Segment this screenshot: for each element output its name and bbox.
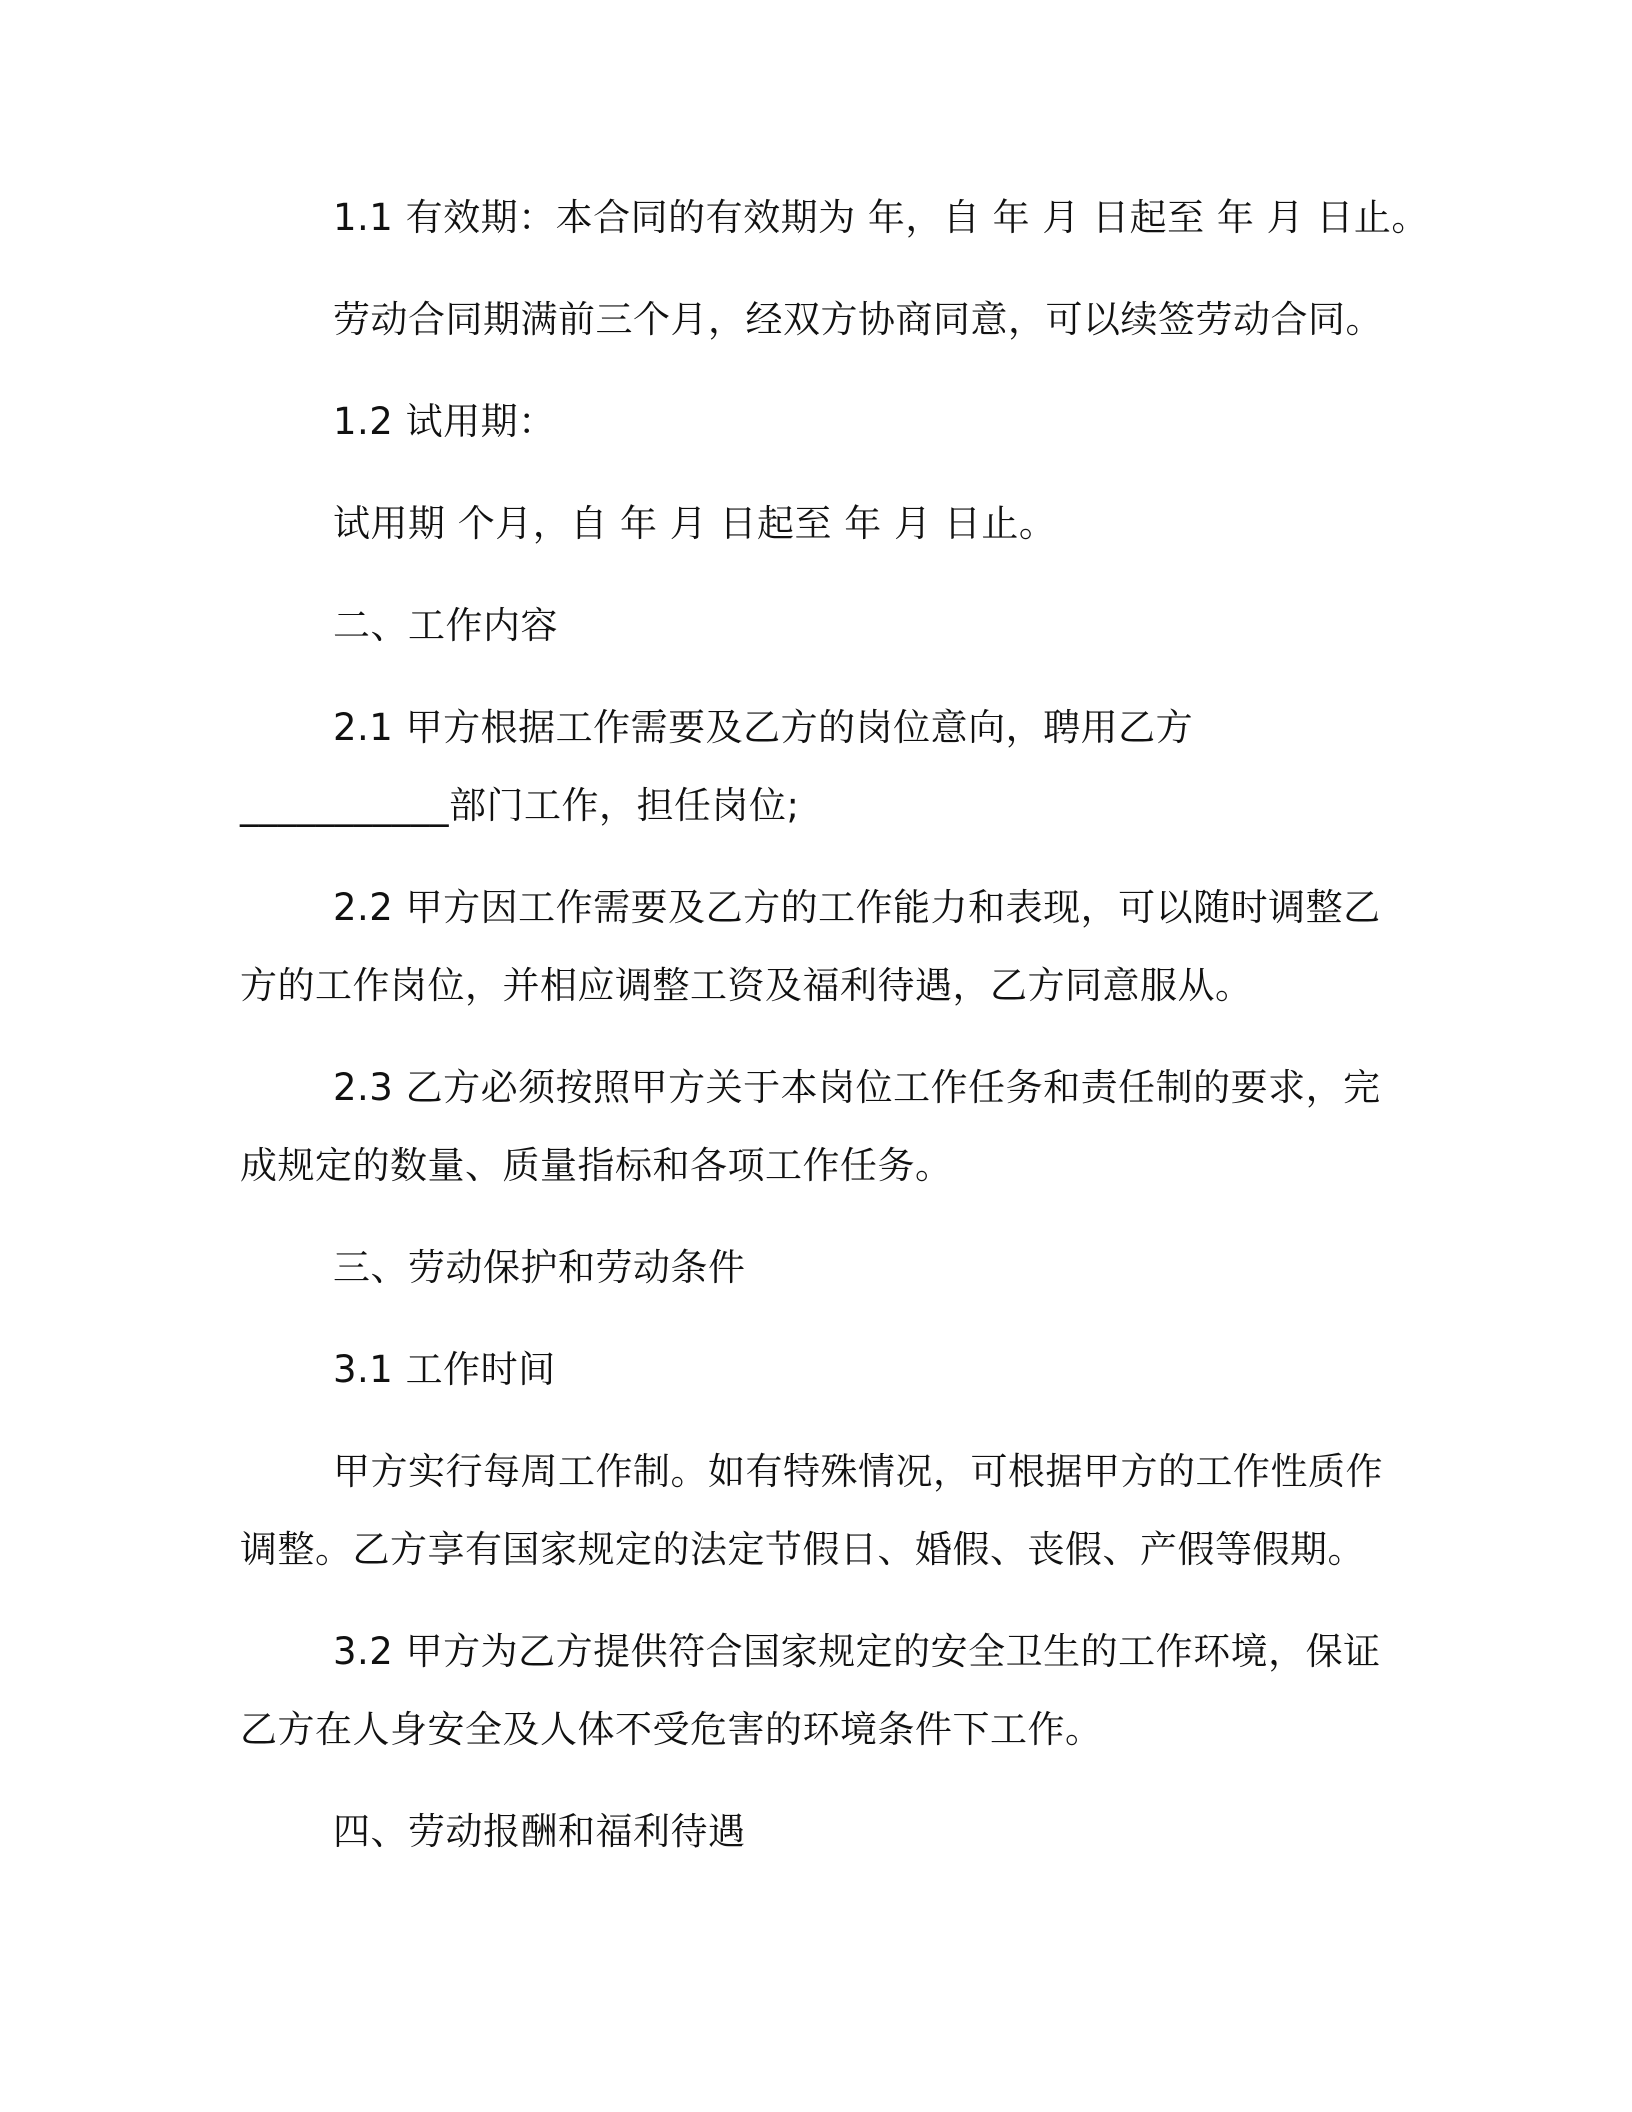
section-3-heading: 三、劳动保护和劳动条件	[333, 1246, 746, 1289]
clause-3-2-line-1: 3.2 甲方为乙方提供符合国家规定的安全卫生的工作环境，保证	[333, 1630, 1381, 1673]
clause-2-1-line-1: 2.1 甲方根据工作需要及乙方的岗位意向，聘用乙方	[333, 706, 1194, 749]
clause-1-2-probation: 试用期 个月，自 年 月 日起至 年 月 日止。	[333, 502, 1057, 545]
clause-3-1-line-2: 调整。乙方享有国家规定的法定节假日、婚假、丧假、产假等假期。	[240, 1528, 1365, 1571]
clause-2-1-line-2: ___________部门工作，担任岗位;	[240, 784, 800, 827]
clause-3-2-line-2: 乙方在人身安全及人体不受危害的环境条件下工作。	[240, 1708, 1103, 1751]
clause-1-1-renewal: 劳动合同期满前三个月，经双方协商同意，可以续签劳动合同。	[333, 298, 1383, 341]
clause-1-1-validity: 1.1 有效期：本合同的有效期为 年，自 年 月 日起至 年 月 日止。	[333, 196, 1429, 239]
section-2-heading: 二、工作内容	[333, 604, 558, 647]
clause-2-2-line-1: 2.2 甲方因工作需要及乙方的工作能力和表现，可以随时调整乙	[333, 886, 1381, 929]
clause-2-3-line-2: 成规定的数量、质量指标和各项工作任务。	[240, 1144, 953, 1187]
clause-3-1-line-1: 甲方实行每周工作制。如有特殊情况，可根据甲方的工作性质作	[333, 1450, 1383, 1493]
section-4-heading: 四、劳动报酬和福利待遇	[333, 1810, 746, 1853]
clause-2-2-line-2: 方的工作岗位，并相应调整工资及福利待遇，乙方同意服从。	[240, 964, 1253, 1007]
clause-1-2-heading: 1.2 试用期：	[333, 400, 556, 443]
clause-3-1-heading: 3.1 工作时间	[333, 1348, 556, 1391]
clause-2-3-line-1: 2.3 乙方必须按照甲方关于本岗位工作任务和责任制的要求，完	[333, 1066, 1381, 1109]
